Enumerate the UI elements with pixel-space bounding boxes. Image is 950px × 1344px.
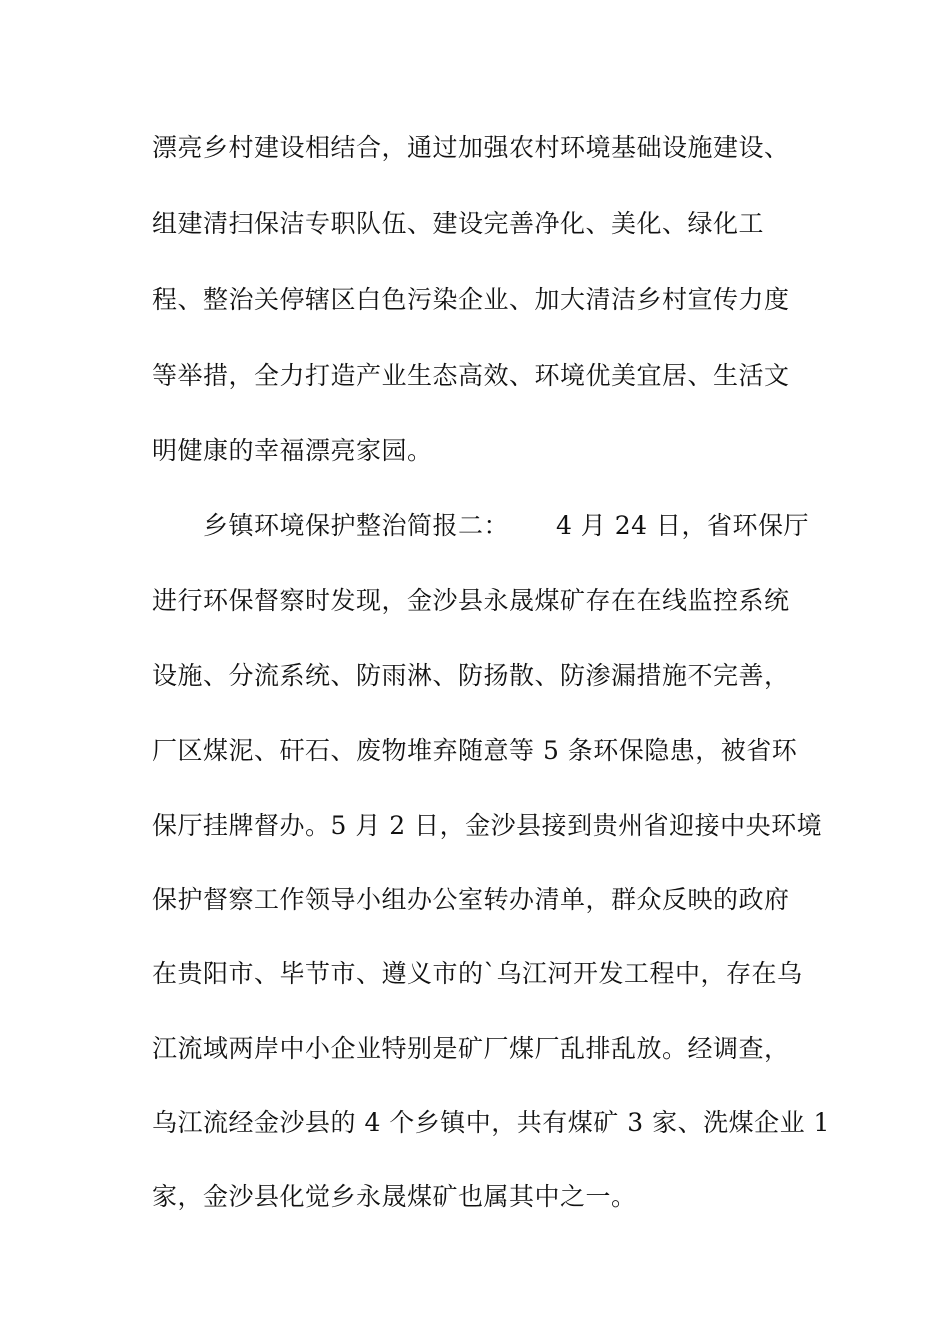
paragraph-line: 乌江流经金沙县的 4 个乡镇中，共有煤矿 3 家、洗煤企业 1 bbox=[152, 1108, 830, 1137]
paragraph-line: 家，金沙县化觉乡永晟煤矿也属其中之一。 bbox=[152, 1182, 637, 1211]
paragraph-line: 进行环保督察时发现，金沙县永晟煤矿存在在线监控系统 bbox=[152, 586, 790, 615]
paragraph-line: 江流域两岸中小企业特别是矿厂煤厂乱排乱放。经调查， bbox=[152, 1034, 790, 1063]
paragraph-line: 明健康的幸福漂亮家园。 bbox=[152, 436, 433, 465]
paragraph-line: 保护督察工作领导小组办公室转办清单，群众反映的政府 bbox=[152, 885, 790, 914]
paragraph-line: 等举措，全力打造产业生态高效、环境优美宜居、生活文 bbox=[152, 361, 790, 390]
paragraph-line: 乡镇环境保护整治简报二： 4 月 24 日，省环保厅 bbox=[203, 511, 810, 540]
paragraph-line: 漂亮乡村建设相结合，通过加强农村环境基础设施建设、 bbox=[152, 133, 790, 162]
paragraph-line: 厂区煤泥、矸石、废物堆弃随意等 5 条环保隐患，被省环 bbox=[152, 736, 798, 765]
paragraph-line: 在贵阳市、毕节市、遵义市的`乌江河开发工程中，存在乌 bbox=[152, 959, 803, 988]
paragraph-line: 组建清扫保洁专职队伍、建设完善净化、美化、绿化工 bbox=[152, 209, 765, 238]
paragraph-line: 保厅挂牌督办。5 月 2 日，金沙县接到贵州省迎接中央环境 bbox=[152, 811, 823, 840]
paragraph-line: 设施、分流系统、防雨淋、防扬散、防渗漏措施不完善， bbox=[152, 661, 790, 690]
paragraph-line: 程、整治关停辖区白色污染企业、加大清洁乡村宣传力度 bbox=[152, 285, 790, 314]
